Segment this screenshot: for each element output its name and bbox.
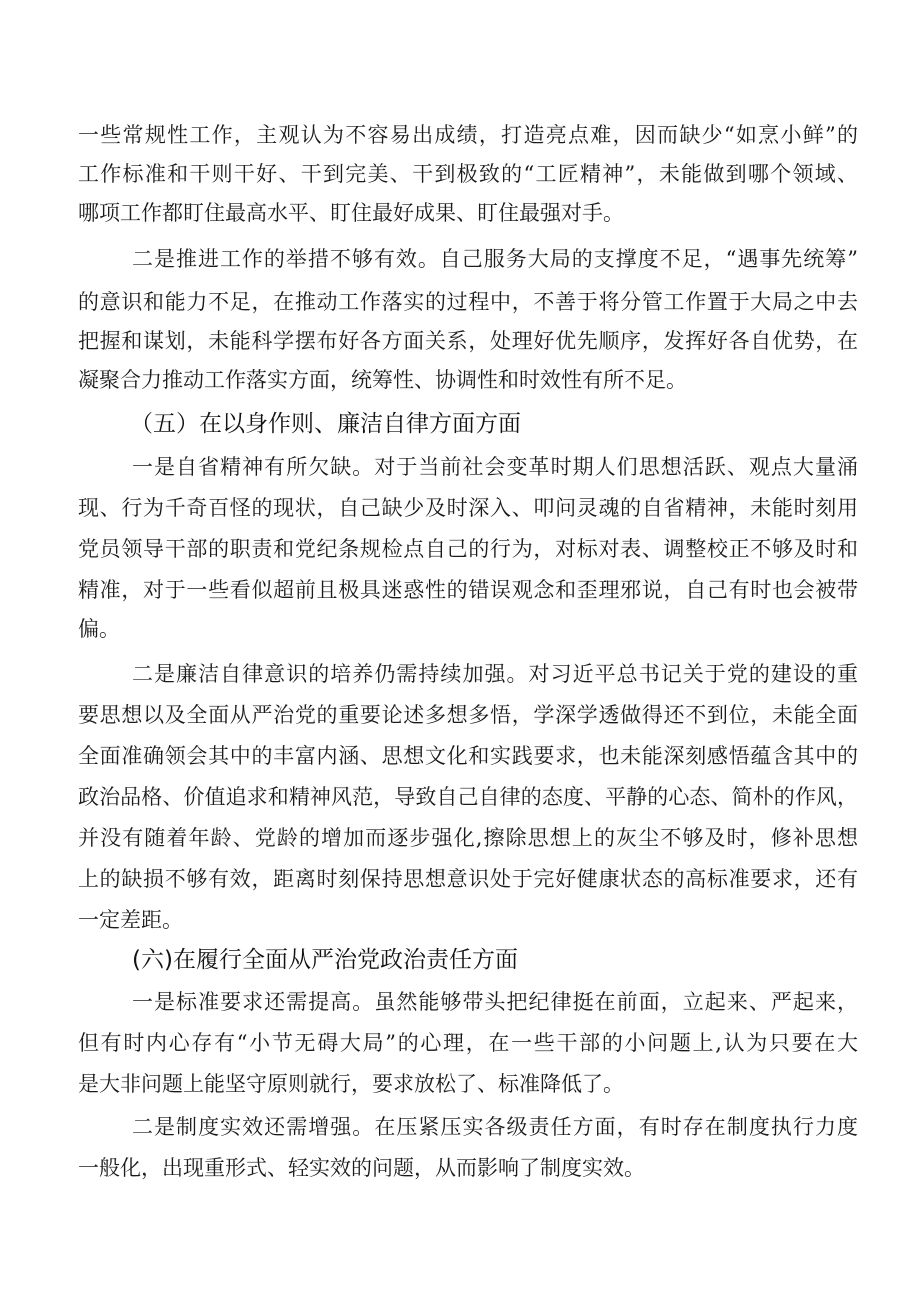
text-line: 凝聚合力推动工作落实方面，统筹性、协调性和时效性有所不足。 — [78, 368, 687, 392]
text-line: 二是推进工作的举措不够有效。自己服务大局的支撑度不足，“遇事先统筹” — [132, 247, 858, 271]
text-line: 并没有随着年龄、党龄的增加而逐步强化,擦除思想上的灰尘不够及时，修补思想 — [78, 826, 858, 850]
section-heading-6: (六)在履行全面从严治党政治责任方面 — [132, 947, 518, 973]
text-line: 二是廉洁自律意识的培养仍需持续加强。对习近平总书记关于党的建设的重 — [132, 662, 858, 686]
text-line: 是大非问题上能坚守原则就行，要求放松了、标准降低了。 — [78, 1072, 624, 1096]
text-line: 一是自省精神有所欠缺。对于当前社会变革时期人们思想活跃、观点大量涌 — [132, 455, 858, 479]
text-line: 精准，对于一些看似超前且极具迷惑性的错误观念和歪理邪说，自己有时也会被带 — [78, 578, 858, 602]
text-line: 现、行为千奇百怪的现状，自己缺少及时深入、叩问灵魂的自省精神，未能时刻用 — [78, 496, 858, 520]
text-line: 一般化，出现重形式、轻实效的问题，从而影响了制度实效。 — [78, 1156, 645, 1180]
text-line: 二是制度实效还需增强。在压紧压实各级责任方面，有时存在制度执行力度 — [132, 1115, 858, 1139]
text-line: 偏。 — [78, 617, 120, 641]
text-line: 但有时内心存有“小节无碍大局”的心理，在一些干部的小问题上,认为只要在大 — [78, 1031, 858, 1055]
section-heading-5: （五）在以身作则、廉洁自律方面方面 — [130, 411, 521, 437]
text-line: 要思想以及全面从严治党的重要论述多想多悟，学深学透做得还不到位，未能全面 — [78, 703, 858, 727]
text-line: 把握和谋划，未能科学摆布好各方面关系，处理好优先顺序，发挥好各自优势，在 — [78, 329, 858, 353]
text-line: 全面准确领会其中的丰富内涵、思想文化和实践要求，也未能深刻感悟蕴含其中的 — [78, 744, 858, 768]
text-line: 工作标准和干则干好、干到完美、干到极致的“工匠精神”，未能做到哪个领域、 — [78, 162, 858, 186]
text-line: 一是标准要求还需提高。虽然能够带头把纪律挺在前面，立起来、严起来， — [132, 990, 858, 1014]
text-line: 党员领导干部的职责和党纪条规检点自己的行为，对标对表、调整校正不够及时和 — [78, 537, 858, 561]
text-line: 一定差距。 — [78, 908, 183, 932]
text-line: 政治品格、价值追求和精神风范，导致自己自律的态度、平静的心态、简朴的作风， — [78, 785, 858, 809]
text-line: 的意识和能力不足，在推动工作落实的过程中，不善于将分管工作置于大局之中去 — [78, 290, 858, 314]
text-line: 哪项工作都盯住最高水平、盯住最好成果、盯住最强对手。 — [78, 201, 624, 225]
text-line: 上的缺损不够有效，距离时刻保持思想意识处于完好健康状态的高标准要求，还有 — [78, 867, 858, 891]
text-line: 一些常规性工作，主观认为不容易出成绩，打造亮点难，因而缺少“如烹小鲜”的 — [78, 123, 858, 147]
